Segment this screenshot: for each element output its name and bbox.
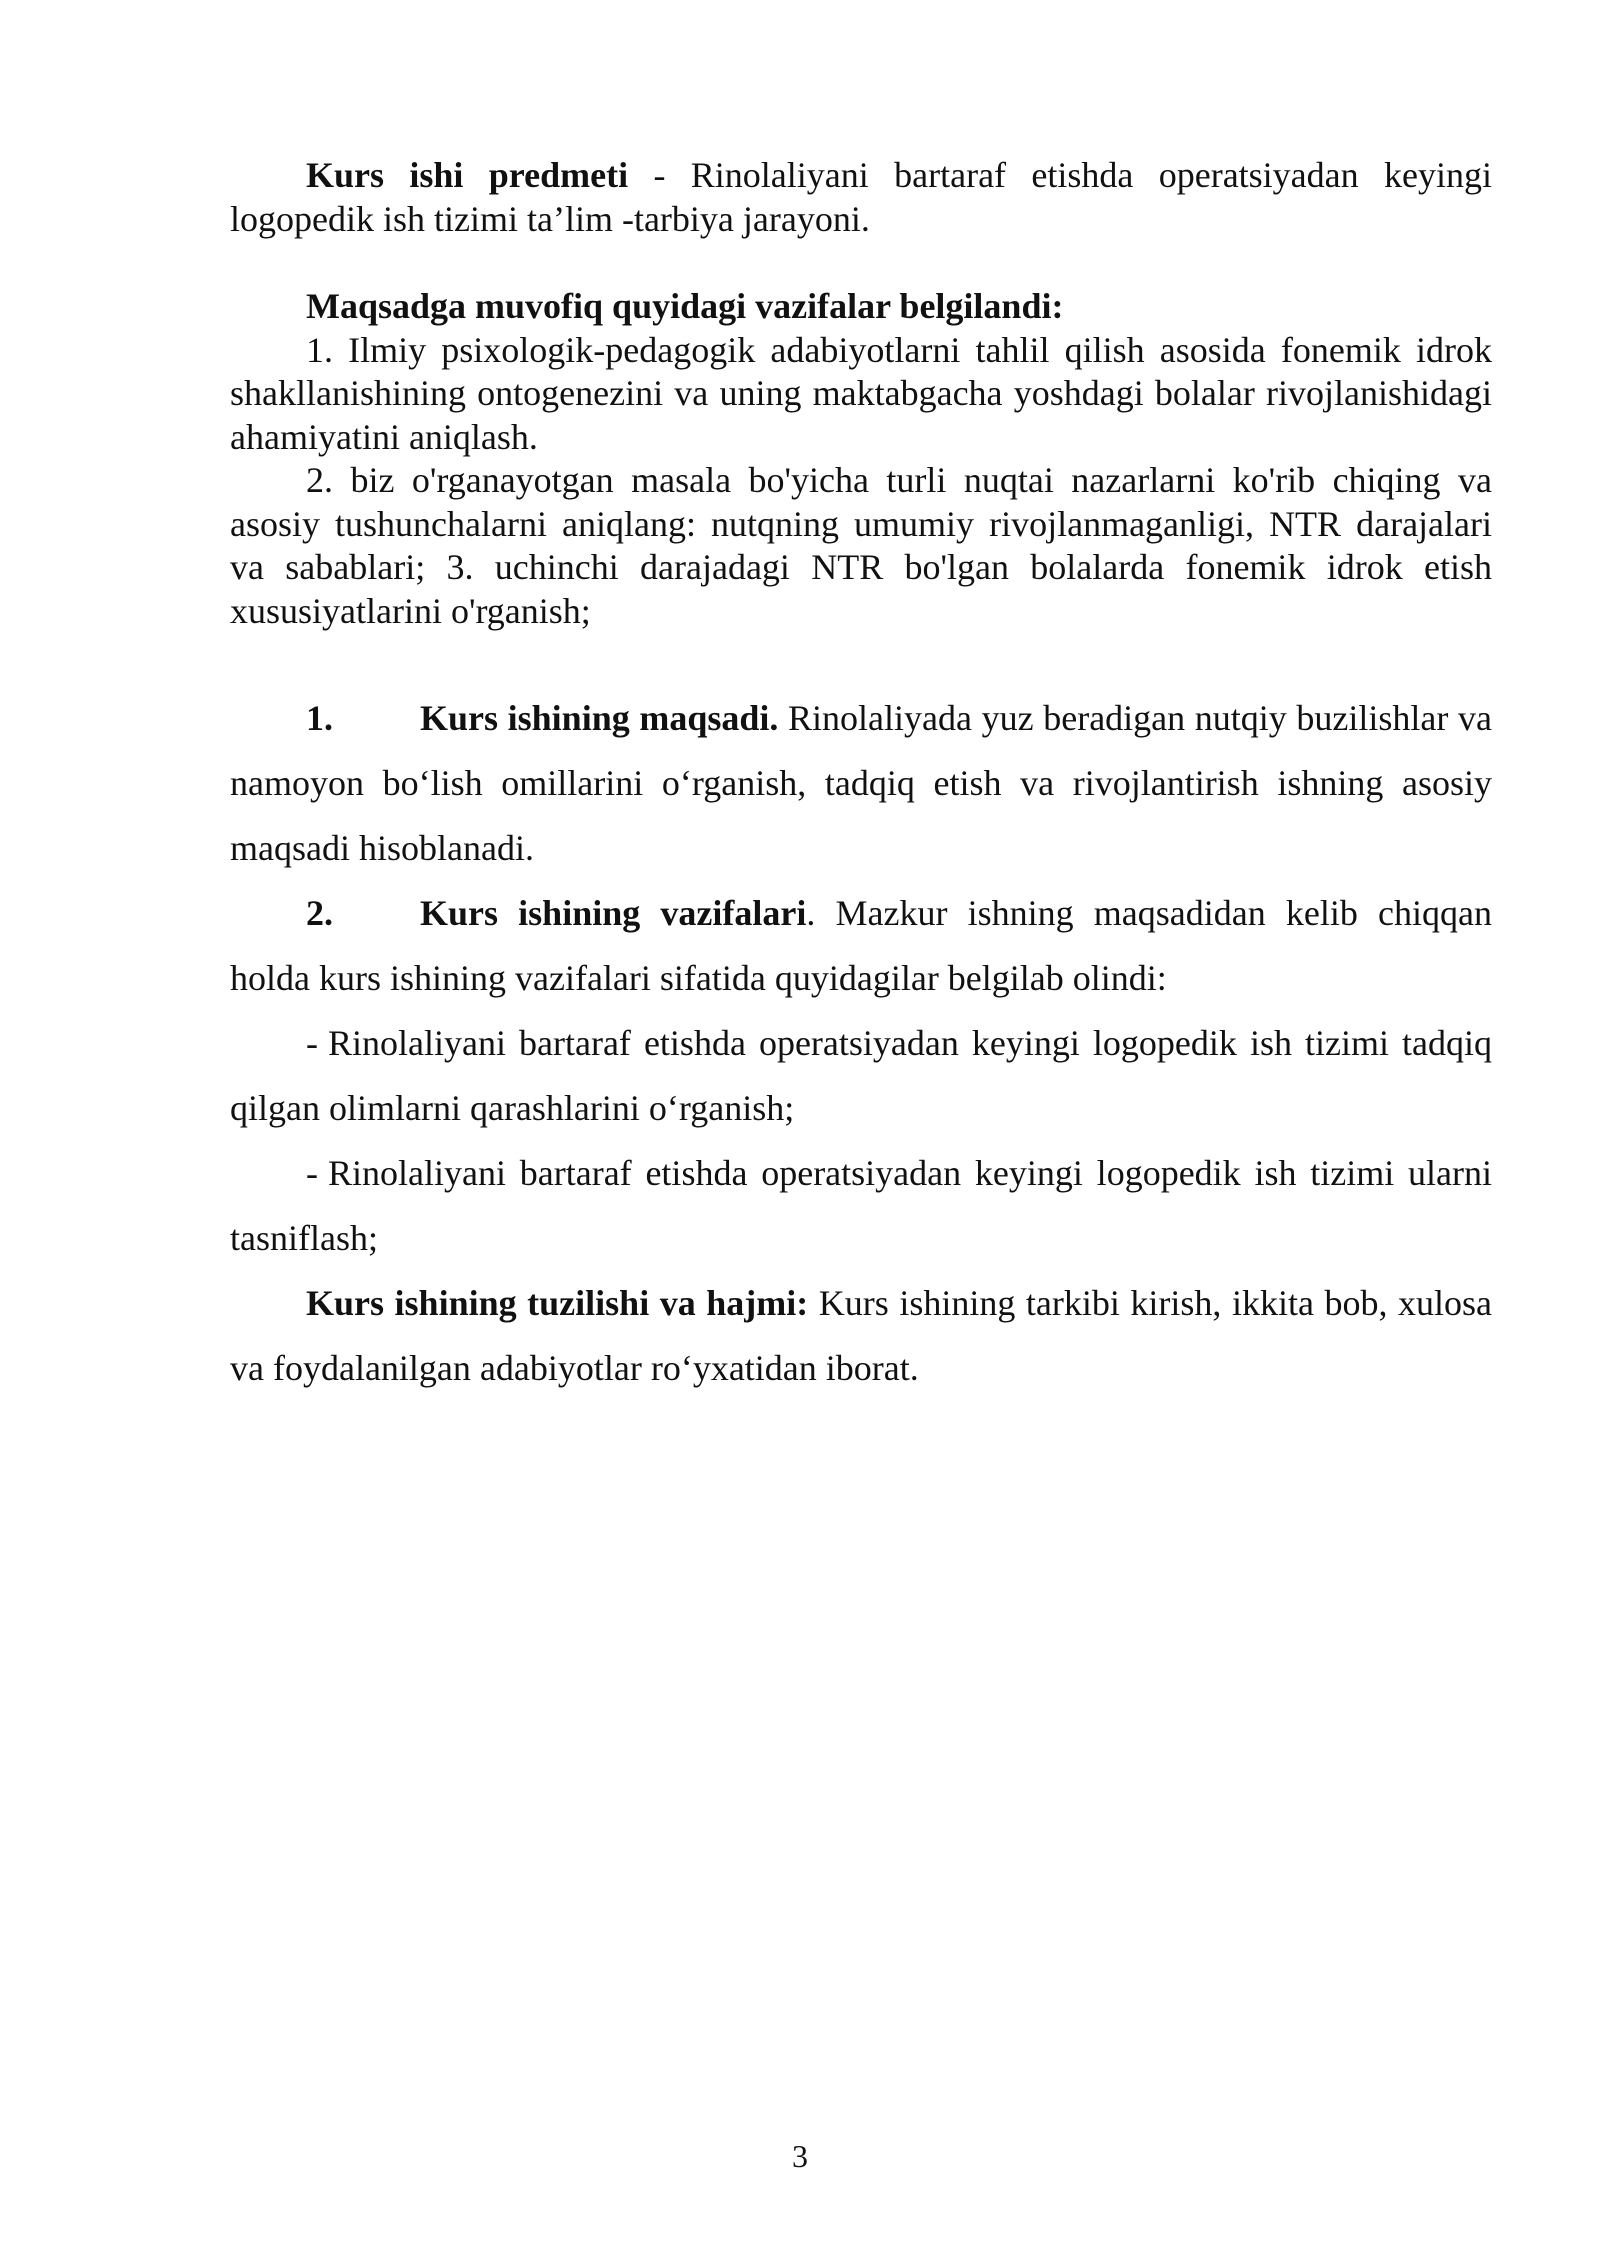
page-number: 3: [792, 2138, 808, 2174]
tasks-heading: Maqsadga muvofiq quyidagi vazifalar belgilandi:: [306, 286, 1064, 326]
goal-paragraph: [230, 686, 1492, 881]
goals-section: [230, 686, 1492, 1401]
tasks-section: [230, 285, 1492, 633]
objective-item: [230, 1141, 1492, 1271]
objectives-number: 2.: [306, 893, 333, 933]
objective-text: Rinolaliyani bartaraf etishda operatsiyadan keyingi logopedik ish tizimi tadqiq qilgan olimlarni qarashlarini o‘rganish;: [230, 1023, 1492, 1128]
objective-dash: -: [306, 1023, 318, 1063]
goal-text: Rinolaliyada yuz beradigan nutqiy buzilishlar va namoyon bo‘lish omillarini o‘rganish, tadqiq etish va rivojlantirish ishning asosiy maqsadi hisoblanadi.: [230, 698, 1492, 868]
structure-text: Kurs ishining tarkibi kirish, ikkita bob, xulosa va foydalanilgan adabiyotlar ro‘yxatidan iborat.: [230, 1283, 1492, 1388]
subject-section: [230, 154, 1492, 241]
objectives-text: . Mazkur ishning maqsadidan kelib chiqqan holda kurs ishining vazifalari sifatida quyidagilar belgilab olindi:: [230, 893, 1492, 998]
objectives-paragraph: [230, 881, 1492, 1011]
structure-heading: Kurs ishining tuzilishi va hajmi:: [306, 1283, 809, 1323]
goal-heading: Kurs ishining maqsadi.: [420, 698, 779, 738]
objective-dash: -: [306, 1153, 318, 1193]
task-item: 2. biz o'rganayotgan masala bo'yicha turli nuqtai nazarlarni ko'rib chiqing va asosiy tushunchalarni aniqlang: nutqning umumiy rivojlanmaganligi, NTR darajalari va sabablari; 3. uchinchi darajadagi NTR bo'lgan bolalarda fonemik idrok etish xususiyatlarini o'rganish;: [230, 460, 1492, 631]
tasks-heading-paragraph: [230, 285, 1492, 329]
task-item: 1. Ilmiy psixologik-pedagogik adabiyotlarni tahlil qilish asosida fonemik idrok shakllanishining ontogenezini va uning maktabgacha yoshdagi bolalar rivojlanishidagi ahamiyatini aniqlash.: [230, 329, 1492, 457]
structure-paragraph: [230, 1271, 1492, 1401]
subject-text: - Rinolaliyani bartaraf etishda operatsiyadan keyingi logopedik ish tizimi ta’lim -tarbiya jarayoni.: [230, 155, 1492, 239]
objectives-heading: Kurs ishining vazifalari: [420, 893, 807, 933]
subject-heading: Kurs ishi predmeti: [306, 155, 629, 195]
subject-paragraph: [230, 154, 1492, 241]
objective-text: Rinolaliyani bartaraf etishda operatsiyadan keyingi logopedik ish tizimi ularni tasniflash;: [230, 1153, 1492, 1258]
goal-number: 1.: [306, 698, 333, 738]
objective-item: [230, 1011, 1492, 1141]
